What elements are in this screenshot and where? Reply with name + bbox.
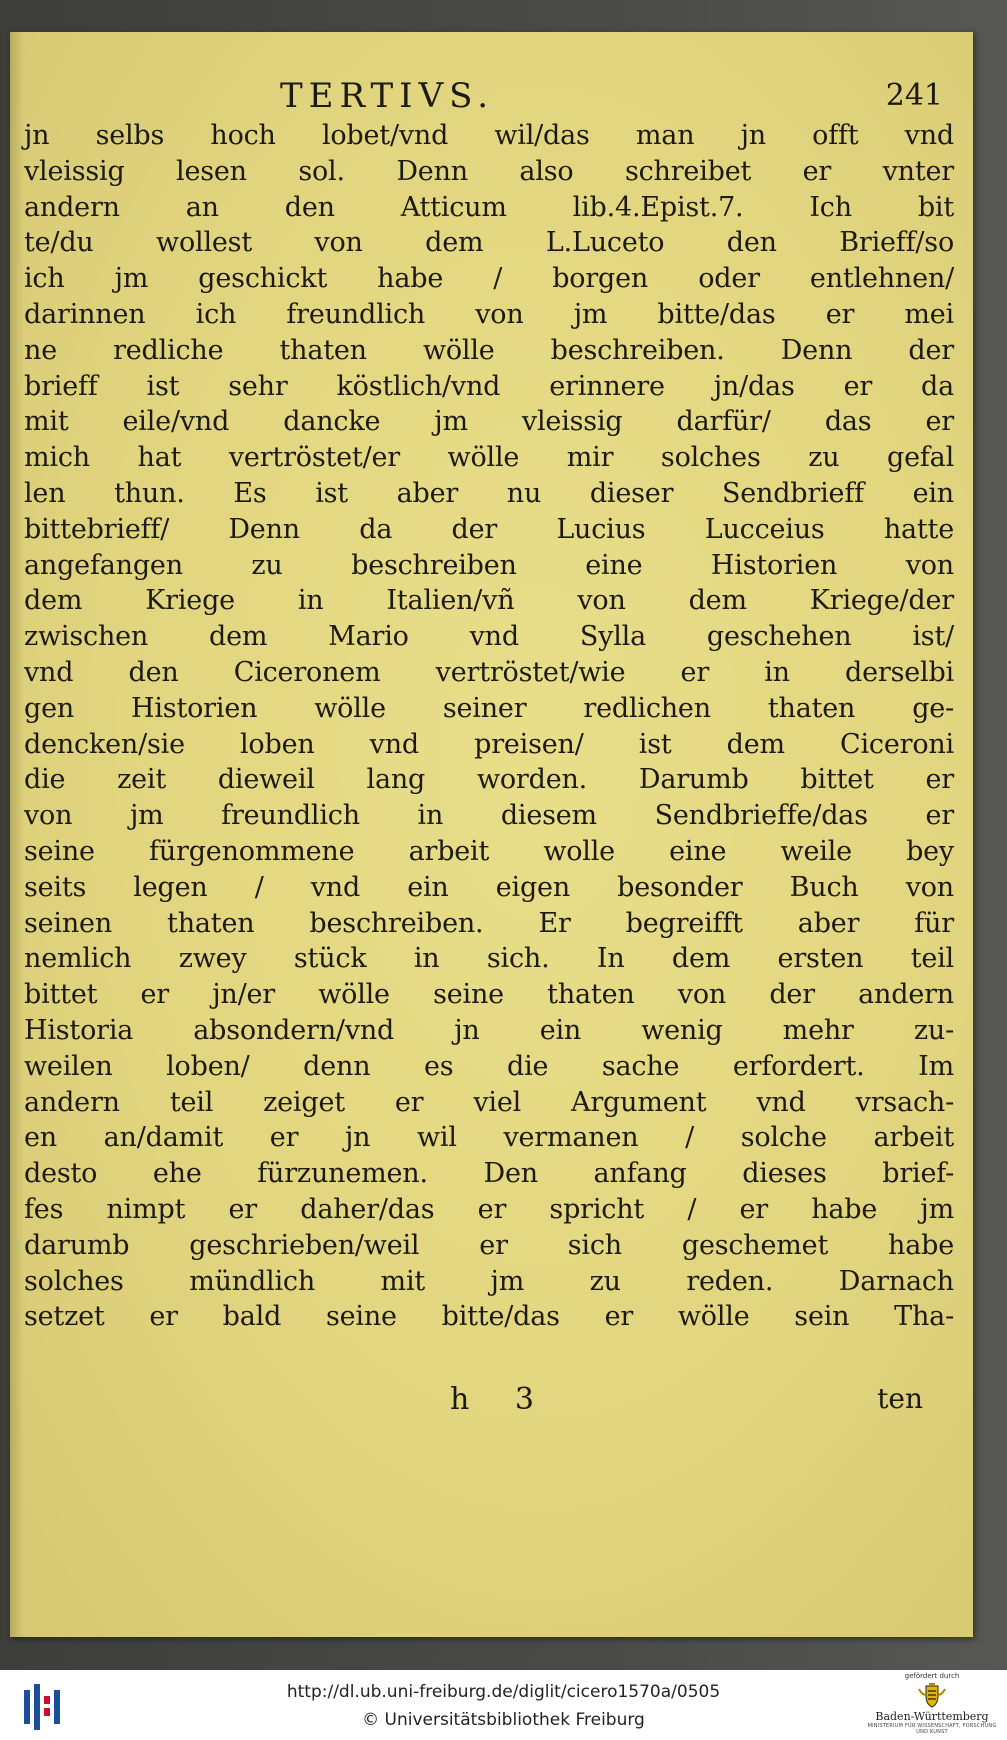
copyright-text: © Universitätsbibliothek Freiburg: [362, 1710, 645, 1730]
permalink-url[interactable]: http://dl.ub.uni-freiburg.de/diglit/cicero1570a/0505: [286, 1682, 721, 1702]
text-line: brieff ist sehr köstlich/vnd erinnere jn/das er da: [24, 370, 954, 402]
text-line: fes nimpt er daher/das er spricht / er habe jm: [24, 1193, 954, 1225]
text-line: setzet er bald seine bitte/das er wölle sein Tha-: [24, 1301, 954, 1333]
running-title: TERTIVS.: [280, 76, 495, 116]
text-line: gen Historien wölle seiner redlichen thaten ge-: [24, 692, 954, 724]
folio-number: 241: [885, 78, 943, 113]
text-line: en an/damit er jn wil vermanen / solche arbeit: [24, 1122, 954, 1154]
signature-line: [10, 1382, 973, 1422]
text-line: darumb geschrieben/weil er sich geschemet habe: [24, 1229, 954, 1261]
text-line: darinnen ich freundlich von jm bitte/das er mei: [24, 298, 954, 330]
running-head: [10, 76, 973, 116]
text-line: angefangen zu beschreiben eine Historien von: [24, 549, 954, 581]
text-line: solches mündlich mit jm zu reden. Darnach: [24, 1265, 954, 1297]
sponsor-block: [867, 1672, 997, 1738]
text-line: zwischen dem Mario vnd Sylla geschehen ist/: [24, 621, 954, 653]
text-line: seits legen / vnd ein eigen besonder Buch von: [24, 871, 954, 903]
catchword: ten: [877, 1382, 923, 1415]
text-line: seine fürgenommene arbeit wolle eine weile bey: [24, 835, 954, 867]
text-line: vleissig lesen sol. Denn also schreibet er vnter: [24, 155, 954, 187]
text-line: Historia absondern/vnd jn ein wenig mehr zu-: [24, 1014, 954, 1046]
sponsor-name: Baden-Württemberg: [875, 1710, 989, 1723]
text-line: ne redliche thaten wölle beschreiben. Denn der: [24, 334, 954, 366]
text-line: bittet er jn/er wölle seine thaten von der andern: [24, 979, 954, 1011]
text-line: nemlich zwey stück in sich. In dem ersten teil: [24, 943, 954, 975]
text-line: mit eile/vnd dancke jm vleissig darfür/ das er: [24, 406, 954, 438]
text-line: dencken/sie loben vnd preisen/ ist dem Ciceroni: [24, 728, 954, 760]
text-line: len thun. Es ist aber nu dieser Sendbrieff ein: [24, 477, 954, 509]
signature-mark: h 3: [450, 1382, 552, 1417]
sponsor-label: gefördert durch: [904, 1672, 960, 1680]
footer-bar: [0, 1670, 1007, 1740]
text-line: die zeit dieweil lang worden. Darumb bittet er: [24, 764, 954, 796]
sponsor-ministry: MINISTERIUM FÜR WISSENSCHAFT, FORSCHUNG UND KUNST: [867, 1723, 997, 1735]
text-line: mich hat vertröstet/er wölle mir solches zu gefal: [24, 442, 954, 474]
book-page: [10, 32, 973, 1637]
text-line: ich jm geschickt habe / borgen oder entlehnen/: [24, 263, 954, 295]
text-line: von jm freundlich in diesem Sendbrieffe/das er: [24, 800, 954, 832]
text-line: vnd den Ciceronem vertröstet/wie er in derselbi: [24, 656, 954, 688]
baden-wuerttemberg-crest-icon: [917, 1683, 947, 1709]
text-line: jn selbs hoch lobet/vnd wil/das man jn offt vnd: [24, 120, 954, 151]
text-line: desto ehe fürzunemen. Den anfang dieses brief-: [24, 1158, 954, 1190]
text-line: weilen loben/ denn es die sache erfordert. Im: [24, 1050, 954, 1082]
text-line: te/du wollest von dem L.Luceto den Brieff/so: [24, 227, 954, 259]
text-line: andern an den Atticum lib.4.Epist.7. Ich bit: [24, 191, 954, 223]
text-block: [24, 118, 954, 1335]
text-line: andern teil zeiget er viel Argument vnd vrsach-: [24, 1086, 954, 1118]
text-line: seinen thaten beschreiben. Er begreifft aber für: [24, 907, 954, 939]
text-line: dem Kriege in Italien/vñ von dem Kriege/der: [24, 585, 954, 617]
text-line: bittebrieff/ Denn da der Lucius Lucceius hatte: [24, 513, 954, 545]
